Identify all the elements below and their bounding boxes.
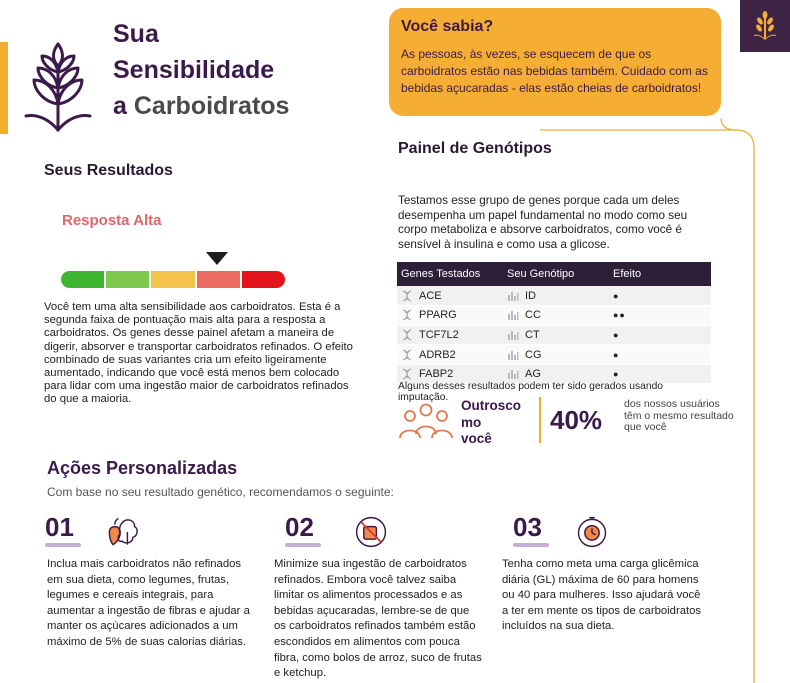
header-genotype: Seu Genótipo [503, 262, 609, 286]
gene-name: FABP2 [419, 368, 454, 381]
table-row [397, 286, 711, 306]
gauge-segment-3 [149, 271, 194, 288]
action-text-3: Tenha como meta uma carga glicêmica diária (GL) máxima de 60 para homens ou 40 para mulheres. Isso ajudará você a ter em mente os tipos de carboidratos incluídos na sua dieta. [502, 558, 702, 633]
genotype-bars-icon [507, 368, 519, 380]
title-line-3-prefix: a [113, 92, 127, 120]
genotype-value: CC [525, 309, 541, 322]
genotype-value: AG [525, 368, 541, 381]
results-description: Você tem uma alta sensibilidade aos carboidratos. Esta é a segunda faixa de pontuação mais alta para a resposta a carboidratos. Os genes desse painel afetam a maneira de digerir, absorver e transportar carboidratos refinados. O efeito combinado de suas variantes cria um efeito ligeiramente aumentado, indicando que você está menos bem colocado para lidar com uma ingestão maior de carboidratos refinados do que a maioria. [44, 301, 353, 406]
brand-logo [740, 0, 790, 52]
people-like-you-label [461, 398, 536, 448]
table-row [397, 325, 711, 345]
genotype-bars-icon [507, 290, 519, 302]
same-result-text: dos nossos usuários têm o mesmo resultado que você [624, 398, 734, 434]
action-number-underline [513, 543, 549, 547]
gene-name: PPARG [419, 309, 457, 322]
action-number-underline [45, 543, 81, 547]
genotype-panel-heading: Painel de Genótipos [398, 140, 552, 157]
imputation-note: Alguns desses resultados podem ter sido gerados usando imputação. [398, 381, 664, 403]
no-processed-food-icon [353, 514, 389, 555]
dna-icon [401, 329, 413, 341]
table-row [397, 345, 711, 365]
dna-icon [401, 368, 413, 380]
action-number-3: 03 [513, 512, 542, 542]
genotype-table [397, 262, 711, 384]
sensitivity-gauge [61, 271, 285, 288]
response-label: Resposta Alta [62, 212, 162, 229]
effect-dots: ● [613, 329, 620, 340]
people-like-you-line-2: mo [461, 414, 482, 430]
effect-dots: ●● [613, 310, 626, 321]
effect-dots: ● [613, 290, 620, 301]
action-number-1: 01 [45, 512, 74, 542]
wheat-icon [22, 38, 94, 139]
edge-accent-bar [0, 42, 8, 134]
genotype-bars-icon [507, 349, 519, 361]
action-item-3 [513, 512, 549, 547]
did-you-know-box [389, 8, 721, 116]
gauge-pointer-icon [206, 252, 228, 265]
gene-name: ACE [419, 289, 442, 302]
header-genes: Genes Testados [397, 262, 503, 286]
action-number-underline [285, 543, 321, 547]
table-row [397, 306, 711, 326]
wheat-logo-icon [752, 11, 778, 41]
genotype-bars-icon [507, 329, 519, 341]
gauge-segment-4 [195, 271, 240, 288]
gene-name: ADRB2 [419, 348, 456, 361]
results-heading: Seus Resultados [44, 162, 173, 179]
effect-dots: ● [613, 349, 620, 360]
genotype-value: CT [525, 328, 540, 341]
genotype-value: ID [525, 289, 536, 302]
action-item-1 [45, 512, 81, 547]
comparison-divider [539, 397, 541, 443]
dna-icon [401, 349, 413, 361]
action-item-2 [285, 512, 321, 547]
page-title [113, 16, 373, 124]
timer-plate-icon [574, 514, 610, 555]
did-you-know-text: As pessoas, às vezes, se esquecem de que os carboidratos estão nas bebidas também. Cuidado com as bebidas açucaradas - elas estão cheias de carboidratos! [401, 47, 708, 95]
action-text-1: Inclua mais carboidratos não refinados em sua dieta, como legumes, frutas, legumes e cereais integrais, para aumentar a ingestão de fibras e ajudar a manter os açúcares adicionados a um máximo de 5% de suas calorias diárias. [47, 558, 250, 648]
dna-icon [401, 290, 413, 302]
actions-heading: Ações Personalizadas [47, 458, 238, 478]
gauge-segment-1 [61, 271, 104, 288]
gauge-segment-5 [240, 271, 285, 288]
title-line-3-main: Carboidratos [133, 92, 290, 120]
people-like-you-line-1: Outrosco [461, 398, 522, 413]
actions-subtitle: Com base no seu resultado genético, recomendamos o seguinte: [47, 485, 394, 499]
gauge-segment-2 [104, 271, 149, 288]
effect-dots: ● [613, 369, 620, 380]
did-you-know-title: Você sabia? [401, 18, 494, 35]
action-text-2: Minimize sua ingestão de carboidratos refinados. Embora você talvez saiba limitar os alimentos processados e as bebidas açucaradas, lembre-se de que os carboidratos refinados também estão escondidos em alimentos com pouca fibra, como bolos de arroz, suco de frutas e ketchup. [274, 558, 482, 680]
genotype-bars-icon [507, 309, 519, 321]
gene-name: TCF7L2 [419, 328, 459, 341]
title-line-2: Sensibilidade [113, 56, 275, 84]
header-effect: Efeito [609, 262, 711, 286]
people-group-icon [397, 402, 455, 447]
same-result-percent: 40% [550, 405, 603, 435]
title-line-1: Sua [113, 20, 159, 48]
dna-icon [401, 309, 413, 321]
people-like-you-line-3: você [461, 431, 492, 446]
action-number-2: 02 [285, 512, 314, 542]
genotype-panel-text: Testamos esse grupo de genes porque cada um deles desempenha um papel fundamental no modo como seu corpo metaboliza e absorve carboidratos, como você é sensível à insulina e como usa a glicose. [398, 194, 688, 251]
table-header-row [397, 262, 711, 286]
fruits-vegetables-icon [104, 514, 140, 555]
genotype-value: CG [525, 348, 542, 361]
